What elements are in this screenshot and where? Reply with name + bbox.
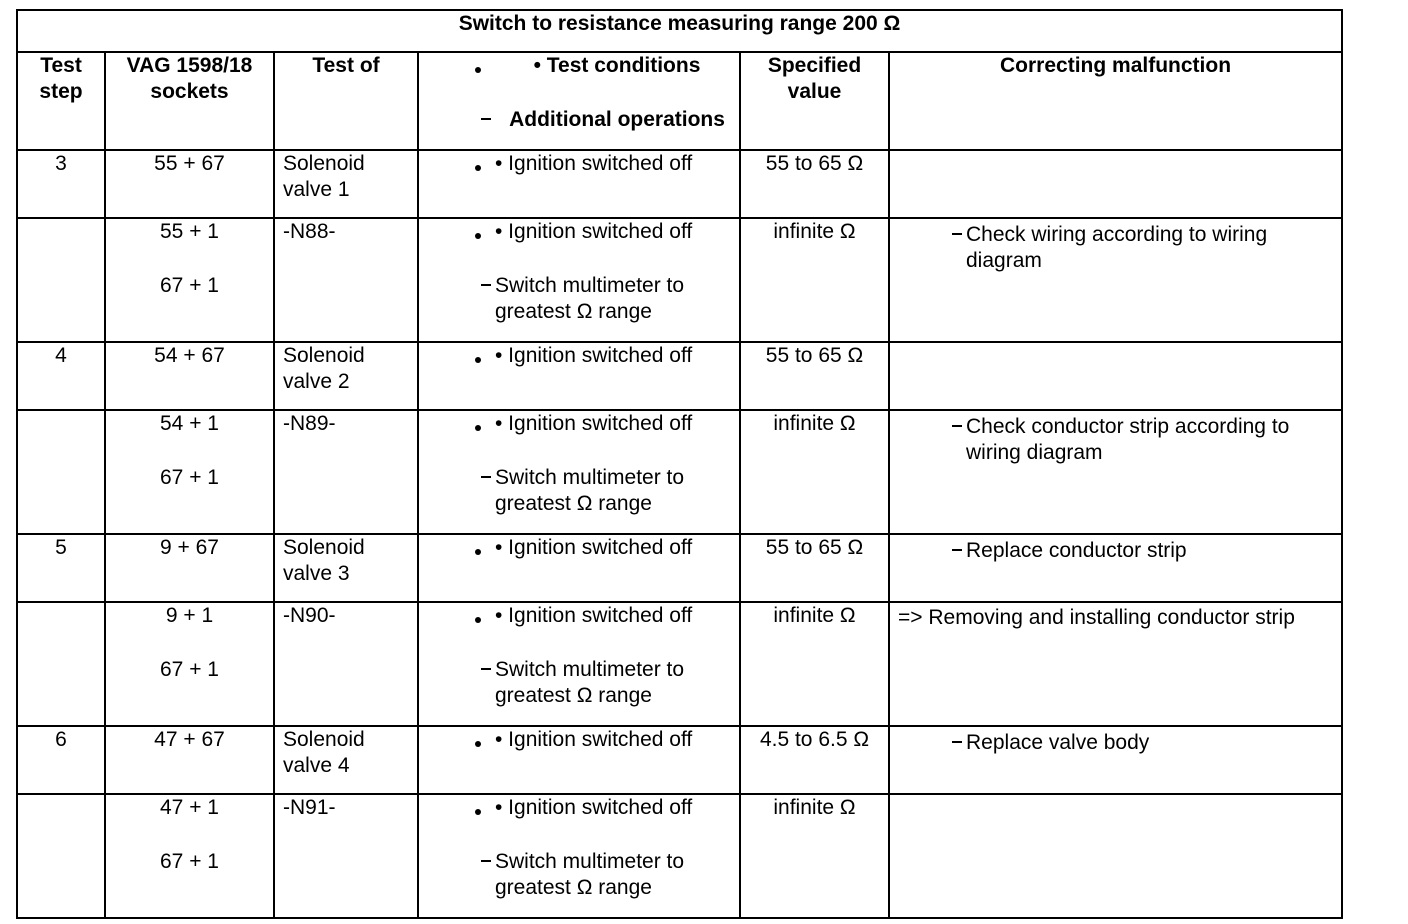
cell-specified-value: 55 to 65 Ω <box>740 342 889 410</box>
bullet-icon <box>475 357 481 363</box>
cell-test-of: Solenoid valve 1 <box>274 150 418 218</box>
table-body <box>17 150 1342 918</box>
cell-specified-value: 55 to 65 Ω <box>740 534 889 602</box>
header-sockets: VAG 1598/18 sockets <box>105 52 274 150</box>
additional-operation: Switch multimeter to greatest Ω range <box>495 850 685 899</box>
cell-test-step: 3 <box>17 150 105 218</box>
test-condition: • Ignition switched off <box>495 728 693 751</box>
header-row <box>17 52 1342 150</box>
cell-correction <box>889 342 1342 410</box>
cell-correction <box>889 534 1342 602</box>
cell-sockets <box>105 342 274 410</box>
cell-test-of: -N88- <box>274 218 418 342</box>
test-condition: • Ignition switched off <box>495 152 693 175</box>
test-condition: • Ignition switched off <box>495 536 693 559</box>
cell-conditions <box>418 726 740 794</box>
socket-pair: 54 + 67 <box>154 344 225 367</box>
cell-test-step: 5 <box>17 534 105 602</box>
additional-operation: Switch multimeter to greatest Ω range <box>495 466 685 515</box>
dash-icon <box>481 476 491 478</box>
cell-sockets <box>105 602 274 726</box>
header-specified-value: Specified value <box>740 52 889 150</box>
cell-test-step <box>17 410 105 534</box>
table-row <box>17 150 1342 218</box>
socket-pair: 54 + 1 <box>160 412 219 435</box>
cell-conditions <box>418 410 740 534</box>
cell-sockets <box>105 218 274 342</box>
cell-specified-value: infinite Ω <box>740 218 889 342</box>
cell-specified-value: infinite Ω <box>740 410 889 534</box>
table-row <box>17 218 1342 342</box>
cell-test-of: -N89- <box>274 410 418 534</box>
cell-sockets <box>105 726 274 794</box>
correction-text: Check conductor strip according to wiring diagram <box>966 415 1290 464</box>
resistance-test-table <box>16 9 1343 919</box>
socket-pair: 67 + 1 <box>160 850 219 873</box>
cell-conditions <box>418 342 740 410</box>
table-row <box>17 410 1342 534</box>
table-row <box>17 534 1342 602</box>
bullet-icon <box>475 549 481 555</box>
dash-icon <box>952 425 962 427</box>
dash-icon <box>952 549 962 551</box>
socket-pair: 55 + 1 <box>160 220 219 243</box>
cell-specified-value: 4.5 to 6.5 Ω <box>740 726 889 794</box>
socket-pair: 9 + 67 <box>160 536 219 559</box>
cell-specified-value: infinite Ω <box>740 602 889 726</box>
correction-link[interactable]: => Removing and installing conductor strip <box>898 606 1295 629</box>
cell-conditions <box>418 794 740 918</box>
cell-test-step: 4 <box>17 342 105 410</box>
cell-correction <box>889 602 1342 726</box>
cell-test-of: -N91- <box>274 794 418 918</box>
socket-pair: 55 + 67 <box>154 152 225 175</box>
cell-test-step: 6 <box>17 726 105 794</box>
cell-correction <box>889 218 1342 342</box>
table-row <box>17 602 1342 726</box>
cell-test-of: Solenoid valve 4 <box>274 726 418 794</box>
cell-sockets <box>105 150 274 218</box>
cell-correction <box>889 726 1342 794</box>
cell-specified-value: infinite Ω <box>740 794 889 918</box>
bullet-icon <box>475 741 481 747</box>
test-condition: • Ignition switched off <box>495 796 693 819</box>
dash-icon <box>952 233 962 235</box>
table-row <box>17 794 1342 918</box>
bullet-icon <box>475 617 481 623</box>
dash-icon <box>481 668 491 670</box>
dash-icon <box>481 118 491 120</box>
header-correcting-malfunction: Correcting malfunction <box>889 52 1342 150</box>
cell-correction <box>889 150 1342 218</box>
additional-operation: Switch multimeter to greatest Ω range <box>495 658 685 707</box>
cell-sockets <box>105 534 274 602</box>
cell-sockets <box>105 794 274 918</box>
socket-pair: 67 + 1 <box>160 466 219 489</box>
cell-conditions <box>418 534 740 602</box>
socket-pair: 47 + 67 <box>154 728 225 751</box>
dash-icon <box>952 741 962 743</box>
socket-pair: 9 + 1 <box>165 604 214 627</box>
cell-test-of: Solenoid valve 2 <box>274 342 418 410</box>
cell-correction <box>889 794 1342 918</box>
cell-test-step <box>17 794 105 918</box>
bullet-icon <box>475 165 481 171</box>
correction-text: Replace conductor strip <box>966 539 1187 562</box>
bullet-icon <box>475 809 481 815</box>
test-condition: • Ignition switched off <box>495 412 693 435</box>
table-title: Switch to resistance measuring range 200 Ω <box>17 10 1342 52</box>
correction-text: Check wiring according to wiring diagram <box>966 223 1268 272</box>
dash-icon <box>481 284 491 286</box>
correction-text: Replace valve body <box>966 731 1150 754</box>
cell-conditions <box>418 218 740 342</box>
additional-operation: Switch multimeter to greatest Ω range <box>495 274 685 323</box>
test-condition: • Ignition switched off <box>495 220 693 243</box>
cell-conditions <box>418 150 740 218</box>
cell-test-of: -N90- <box>274 602 418 726</box>
cell-test-of: Solenoid valve 3 <box>274 534 418 602</box>
header-conditions: • Test conditions Additional operations <box>418 52 740 150</box>
test-condition: • Ignition switched off <box>495 604 693 627</box>
table-row <box>17 342 1342 410</box>
cell-correction <box>889 410 1342 534</box>
bullet-icon <box>475 233 481 239</box>
bullet-icon <box>475 425 481 431</box>
dash-icon <box>481 860 491 862</box>
bullet-icon <box>475 67 481 73</box>
socket-pair: 67 + 1 <box>160 658 219 681</box>
cell-sockets <box>105 410 274 534</box>
cell-test-step <box>17 218 105 342</box>
test-condition: • Ignition switched off <box>495 344 693 367</box>
socket-pair: 67 + 1 <box>160 274 219 297</box>
header-test-of: Test of <box>274 52 418 150</box>
cell-specified-value: 55 to 65 Ω <box>740 150 889 218</box>
cell-conditions <box>418 602 740 726</box>
cell-test-step <box>17 602 105 726</box>
header-test-step: Test step <box>17 52 105 150</box>
socket-pair: 47 + 1 <box>160 796 219 819</box>
table-row <box>17 726 1342 794</box>
